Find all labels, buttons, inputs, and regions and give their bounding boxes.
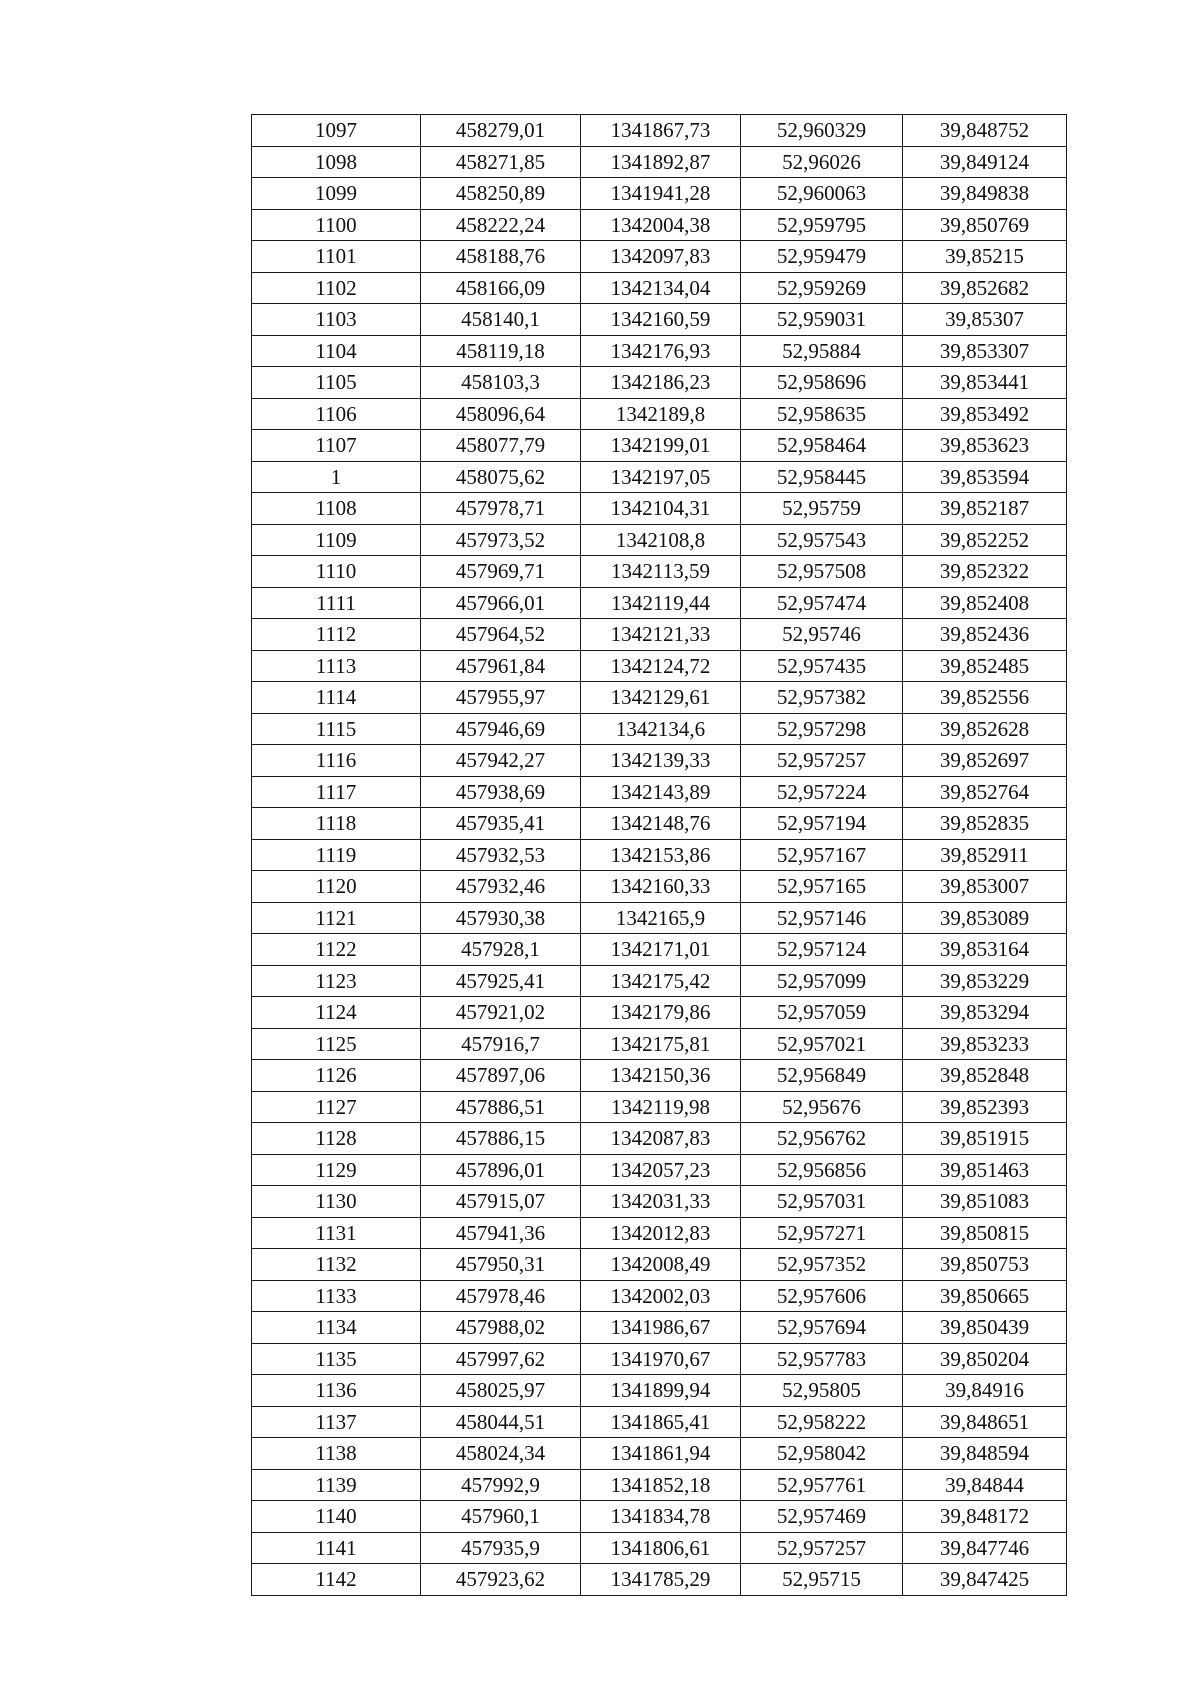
longitude-cell: 39,852835 [903,808,1067,840]
y-coordinate-cell: 1342108,8 [581,524,741,556]
table-row [252,745,1067,777]
y-coordinate-cell: 1341867,73 [581,115,741,147]
y-coordinate-cell: 1341861,94 [581,1438,741,1470]
x-coordinate-cell: 457961,84 [421,650,581,682]
y-coordinate-cell: 1342057,23 [581,1154,741,1186]
y-coordinate-cell: 1342119,98 [581,1091,741,1123]
y-coordinate-cell: 1342143,89 [581,776,741,808]
table-row [252,1438,1067,1470]
x-coordinate-cell: 457886,51 [421,1091,581,1123]
y-coordinate-cell: 1342150,36 [581,1060,741,1092]
longitude-cell: 39,852436 [903,619,1067,651]
latitude-cell: 52,957031 [741,1186,903,1218]
y-coordinate-cell: 1342165,9 [581,902,741,934]
point-number-cell: 1103 [252,304,421,336]
y-coordinate-cell: 1341986,67 [581,1312,741,1344]
table-row [252,1501,1067,1533]
latitude-cell: 52,957474 [741,587,903,619]
point-number-cell: 1130 [252,1186,421,1218]
latitude-cell: 52,957167 [741,839,903,871]
longitude-cell: 39,848752 [903,115,1067,147]
longitude-cell: 39,848172 [903,1501,1067,1533]
point-number-cell: 1101 [252,241,421,273]
latitude-cell: 52,958445 [741,461,903,493]
point-number-cell: 1119 [252,839,421,871]
x-coordinate-cell: 457921,02 [421,997,581,1029]
latitude-cell: 52,960063 [741,178,903,210]
latitude-cell: 52,958042 [741,1438,903,1470]
point-number-cell: 1132 [252,1249,421,1281]
y-coordinate-cell: 1342134,04 [581,272,741,304]
latitude-cell: 52,957099 [741,965,903,997]
point-number-cell: 1097 [252,115,421,147]
table-row [252,902,1067,934]
longitude-cell: 39,851915 [903,1123,1067,1155]
latitude-cell: 52,958635 [741,398,903,430]
longitude-cell: 39,852556 [903,682,1067,714]
x-coordinate-cell: 458075,62 [421,461,581,493]
latitude-cell: 52,956849 [741,1060,903,1092]
longitude-cell: 39,850753 [903,1249,1067,1281]
table-row [252,461,1067,493]
x-coordinate-cell: 457928,1 [421,934,581,966]
point-number-cell: 1121 [252,902,421,934]
latitude-cell: 52,958222 [741,1406,903,1438]
table-row [252,304,1067,336]
point-number-cell: 1131 [252,1217,421,1249]
point-number-cell: 1129 [252,1154,421,1186]
table-row [252,997,1067,1029]
longitude-cell: 39,852187 [903,493,1067,525]
x-coordinate-cell: 457942,27 [421,745,581,777]
y-coordinate-cell: 1341970,67 [581,1343,741,1375]
y-coordinate-cell: 1341834,78 [581,1501,741,1533]
longitude-cell: 39,853492 [903,398,1067,430]
table-row [252,713,1067,745]
longitude-cell: 39,851463 [903,1154,1067,1186]
table-row [252,1028,1067,1060]
y-coordinate-cell: 1342148,76 [581,808,741,840]
latitude-cell: 52,957761 [741,1469,903,1501]
x-coordinate-cell: 457966,01 [421,587,581,619]
x-coordinate-cell: 457978,46 [421,1280,581,1312]
y-coordinate-cell: 1342175,42 [581,965,741,997]
y-coordinate-cell: 1342176,93 [581,335,741,367]
longitude-cell: 39,853594 [903,461,1067,493]
y-coordinate-cell: 1342121,33 [581,619,741,651]
longitude-cell: 39,852322 [903,556,1067,588]
y-coordinate-cell: 1342189,8 [581,398,741,430]
y-coordinate-cell: 1342012,83 [581,1217,741,1249]
table-row [252,1564,1067,1596]
x-coordinate-cell: 457897,06 [421,1060,581,1092]
longitude-cell: 39,853623 [903,430,1067,462]
latitude-cell: 52,957146 [741,902,903,934]
latitude-cell: 52,957021 [741,1028,903,1060]
x-coordinate-cell: 458077,79 [421,430,581,462]
point-number-cell: 1117 [252,776,421,808]
x-coordinate-cell: 457960,1 [421,1501,581,1533]
point-number-cell: 1120 [252,871,421,903]
table-row [252,367,1067,399]
point-number-cell: 1100 [252,209,421,241]
x-coordinate-cell: 457969,71 [421,556,581,588]
latitude-cell: 52,959795 [741,209,903,241]
point-number-cell: 1098 [252,146,421,178]
x-coordinate-cell: 457935,41 [421,808,581,840]
y-coordinate-cell: 1342186,23 [581,367,741,399]
y-coordinate-cell: 1342113,59 [581,556,741,588]
x-coordinate-cell: 458119,18 [421,335,581,367]
table-row [252,1469,1067,1501]
table-row [252,1532,1067,1564]
point-number-cell: 1124 [252,997,421,1029]
latitude-cell: 52,96026 [741,146,903,178]
x-coordinate-cell: 457988,02 [421,1312,581,1344]
longitude-cell: 39,853294 [903,997,1067,1029]
x-coordinate-cell: 457997,62 [421,1343,581,1375]
latitude-cell: 52,95805 [741,1375,903,1407]
longitude-cell: 39,853007 [903,871,1067,903]
latitude-cell: 52,959479 [741,241,903,273]
y-coordinate-cell: 1341785,29 [581,1564,741,1596]
longitude-cell: 39,852682 [903,272,1067,304]
latitude-cell: 52,957194 [741,808,903,840]
table-row [252,1217,1067,1249]
x-coordinate-cell: 457932,53 [421,839,581,871]
longitude-cell: 39,85215 [903,241,1067,273]
latitude-cell: 52,957165 [741,871,903,903]
longitude-cell: 39,853229 [903,965,1067,997]
x-coordinate-cell: 458096,64 [421,398,581,430]
table-row [252,619,1067,651]
point-number-cell: 1 [252,461,421,493]
point-number-cell: 1141 [252,1532,421,1564]
table-row [252,556,1067,588]
point-number-cell: 1115 [252,713,421,745]
point-number-cell: 1106 [252,398,421,430]
latitude-cell: 52,957694 [741,1312,903,1344]
table-row [252,1060,1067,1092]
latitude-cell: 52,95676 [741,1091,903,1123]
table-row [252,1154,1067,1186]
x-coordinate-cell: 457964,52 [421,619,581,651]
longitude-cell: 39,848594 [903,1438,1067,1470]
latitude-cell: 52,957124 [741,934,903,966]
y-coordinate-cell: 1342097,83 [581,241,741,273]
latitude-cell: 52,957606 [741,1280,903,1312]
table-row [252,1123,1067,1155]
table-row [252,115,1067,147]
y-coordinate-cell: 1342153,86 [581,839,741,871]
point-number-cell: 1102 [252,272,421,304]
latitude-cell: 52,957543 [741,524,903,556]
latitude-cell: 52,957224 [741,776,903,808]
x-coordinate-cell: 457938,69 [421,776,581,808]
point-number-cell: 1140 [252,1501,421,1533]
longitude-cell: 39,848651 [903,1406,1067,1438]
point-number-cell: 1135 [252,1343,421,1375]
point-number-cell: 1108 [252,493,421,525]
x-coordinate-cell: 458271,85 [421,146,581,178]
table-row [252,524,1067,556]
y-coordinate-cell: 1341899,94 [581,1375,741,1407]
y-coordinate-cell: 1342031,33 [581,1186,741,1218]
point-number-cell: 1126 [252,1060,421,1092]
y-coordinate-cell: 1342134,6 [581,713,741,745]
latitude-cell: 52,957382 [741,682,903,714]
table-row [252,871,1067,903]
latitude-cell: 52,957508 [741,556,903,588]
table-row [252,398,1067,430]
longitude-cell: 39,852485 [903,650,1067,682]
longitude-cell: 39,853164 [903,934,1067,966]
table-row [252,1091,1067,1123]
y-coordinate-cell: 1342129,61 [581,682,741,714]
point-number-cell: 1113 [252,650,421,682]
x-coordinate-cell: 457915,07 [421,1186,581,1218]
point-number-cell: 1105 [252,367,421,399]
point-number-cell: 1139 [252,1469,421,1501]
point-number-cell: 1134 [252,1312,421,1344]
table-row [252,682,1067,714]
table-row [252,335,1067,367]
table-row [252,808,1067,840]
x-coordinate-cell: 457930,38 [421,902,581,934]
latitude-cell: 52,957352 [741,1249,903,1281]
table-row [252,1280,1067,1312]
longitude-cell: 39,852393 [903,1091,1067,1123]
x-coordinate-cell: 458279,01 [421,115,581,147]
x-coordinate-cell: 458044,51 [421,1406,581,1438]
x-coordinate-cell: 457932,46 [421,871,581,903]
latitude-cell: 52,956762 [741,1123,903,1155]
x-coordinate-cell: 457941,36 [421,1217,581,1249]
table-row [252,209,1067,241]
point-number-cell: 1112 [252,619,421,651]
y-coordinate-cell: 1341852,18 [581,1469,741,1501]
table-row [252,839,1067,871]
point-number-cell: 1136 [252,1375,421,1407]
longitude-cell: 39,847746 [903,1532,1067,1564]
y-coordinate-cell: 1342139,33 [581,745,741,777]
longitude-cell: 39,853307 [903,335,1067,367]
point-number-cell: 1138 [252,1438,421,1470]
point-number-cell: 1142 [252,1564,421,1596]
coordinates-table [251,114,1067,1596]
latitude-cell: 52,959269 [741,272,903,304]
y-coordinate-cell: 1342002,03 [581,1280,741,1312]
latitude-cell: 52,957257 [741,745,903,777]
table-row [252,587,1067,619]
x-coordinate-cell: 457973,52 [421,524,581,556]
longitude-cell: 39,851083 [903,1186,1067,1218]
x-coordinate-cell: 457923,62 [421,1564,581,1596]
x-coordinate-cell: 457978,71 [421,493,581,525]
latitude-cell: 52,95759 [741,493,903,525]
table-row [252,965,1067,997]
longitude-cell: 39,853441 [903,367,1067,399]
x-coordinate-cell: 457896,01 [421,1154,581,1186]
longitude-cell: 39,849838 [903,178,1067,210]
latitude-cell: 52,957435 [741,650,903,682]
latitude-cell: 52,95715 [741,1564,903,1596]
table-row [252,430,1067,462]
latitude-cell: 52,957298 [741,713,903,745]
table-row [252,1312,1067,1344]
longitude-cell: 39,853089 [903,902,1067,934]
longitude-cell: 39,850204 [903,1343,1067,1375]
longitude-cell: 39,85307 [903,304,1067,336]
table-row [252,272,1067,304]
point-number-cell: 1099 [252,178,421,210]
longitude-cell: 39,852848 [903,1060,1067,1092]
x-coordinate-cell: 458025,97 [421,1375,581,1407]
y-coordinate-cell: 1341892,87 [581,146,741,178]
longitude-cell: 39,852252 [903,524,1067,556]
x-coordinate-cell: 457925,41 [421,965,581,997]
longitude-cell: 39,853233 [903,1028,1067,1060]
point-number-cell: 1133 [252,1280,421,1312]
table-row [252,1406,1067,1438]
table-row [252,241,1067,273]
x-coordinate-cell: 458222,24 [421,209,581,241]
y-coordinate-cell: 1342119,44 [581,587,741,619]
x-coordinate-cell: 457946,69 [421,713,581,745]
latitude-cell: 52,959031 [741,304,903,336]
latitude-cell: 52,958696 [741,367,903,399]
point-number-cell: 1122 [252,934,421,966]
table-row [252,1375,1067,1407]
longitude-cell: 39,84844 [903,1469,1067,1501]
longitude-cell: 39,852911 [903,839,1067,871]
x-coordinate-cell: 458140,1 [421,304,581,336]
y-coordinate-cell: 1342124,72 [581,650,741,682]
table-row [252,1249,1067,1281]
x-coordinate-cell: 458024,34 [421,1438,581,1470]
point-number-cell: 1104 [252,335,421,367]
x-coordinate-cell: 457992,9 [421,1469,581,1501]
x-coordinate-cell: 458103,3 [421,367,581,399]
point-number-cell: 1128 [252,1123,421,1155]
latitude-cell: 52,956856 [741,1154,903,1186]
point-number-cell: 1127 [252,1091,421,1123]
table-row [252,1343,1067,1375]
latitude-cell: 52,95884 [741,335,903,367]
x-coordinate-cell: 457935,9 [421,1532,581,1564]
y-coordinate-cell: 1342008,49 [581,1249,741,1281]
point-number-cell: 1118 [252,808,421,840]
y-coordinate-cell: 1341865,41 [581,1406,741,1438]
point-number-cell: 1109 [252,524,421,556]
y-coordinate-cell: 1342160,33 [581,871,741,903]
point-number-cell: 1111 [252,587,421,619]
table-row [252,493,1067,525]
x-coordinate-cell: 457916,7 [421,1028,581,1060]
longitude-cell: 39,850815 [903,1217,1067,1249]
longitude-cell: 39,852764 [903,776,1067,808]
table-row [252,776,1067,808]
longitude-cell: 39,850439 [903,1312,1067,1344]
x-coordinate-cell: 458250,89 [421,178,581,210]
y-coordinate-cell: 1342175,81 [581,1028,741,1060]
longitude-cell: 39,852628 [903,713,1067,745]
point-number-cell: 1107 [252,430,421,462]
latitude-cell: 52,957469 [741,1501,903,1533]
y-coordinate-cell: 1342171,01 [581,934,741,966]
longitude-cell: 39,849124 [903,146,1067,178]
latitude-cell: 52,957271 [741,1217,903,1249]
table-row [252,650,1067,682]
y-coordinate-cell: 1342004,38 [581,209,741,241]
table-row [252,146,1067,178]
x-coordinate-cell: 457955,97 [421,682,581,714]
latitude-cell: 52,95746 [741,619,903,651]
point-number-cell: 1114 [252,682,421,714]
longitude-cell: 39,850769 [903,209,1067,241]
x-coordinate-cell: 457950,31 [421,1249,581,1281]
longitude-cell: 39,852697 [903,745,1067,777]
point-number-cell: 1137 [252,1406,421,1438]
y-coordinate-cell: 1341941,28 [581,178,741,210]
y-coordinate-cell: 1342199,01 [581,430,741,462]
y-coordinate-cell: 1342087,83 [581,1123,741,1155]
latitude-cell: 52,960329 [741,115,903,147]
latitude-cell: 52,958464 [741,430,903,462]
y-coordinate-cell: 1342104,31 [581,493,741,525]
latitude-cell: 52,957783 [741,1343,903,1375]
table-row [252,178,1067,210]
point-number-cell: 1123 [252,965,421,997]
latitude-cell: 52,957059 [741,997,903,1029]
x-coordinate-cell: 458188,76 [421,241,581,273]
x-coordinate-cell: 458166,09 [421,272,581,304]
longitude-cell: 39,852408 [903,587,1067,619]
y-coordinate-cell: 1341806,61 [581,1532,741,1564]
longitude-cell: 39,850665 [903,1280,1067,1312]
y-coordinate-cell: 1342179,86 [581,997,741,1029]
coordinates-table-body [252,115,1067,1596]
point-number-cell: 1116 [252,745,421,777]
y-coordinate-cell: 1342160,59 [581,304,741,336]
point-number-cell: 1125 [252,1028,421,1060]
x-coordinate-cell: 457886,15 [421,1123,581,1155]
point-number-cell: 1110 [252,556,421,588]
longitude-cell: 39,84916 [903,1375,1067,1407]
table-row [252,934,1067,966]
longitude-cell: 39,847425 [903,1564,1067,1596]
latitude-cell: 52,957257 [741,1532,903,1564]
y-coordinate-cell: 1342197,05 [581,461,741,493]
table-row [252,1186,1067,1218]
